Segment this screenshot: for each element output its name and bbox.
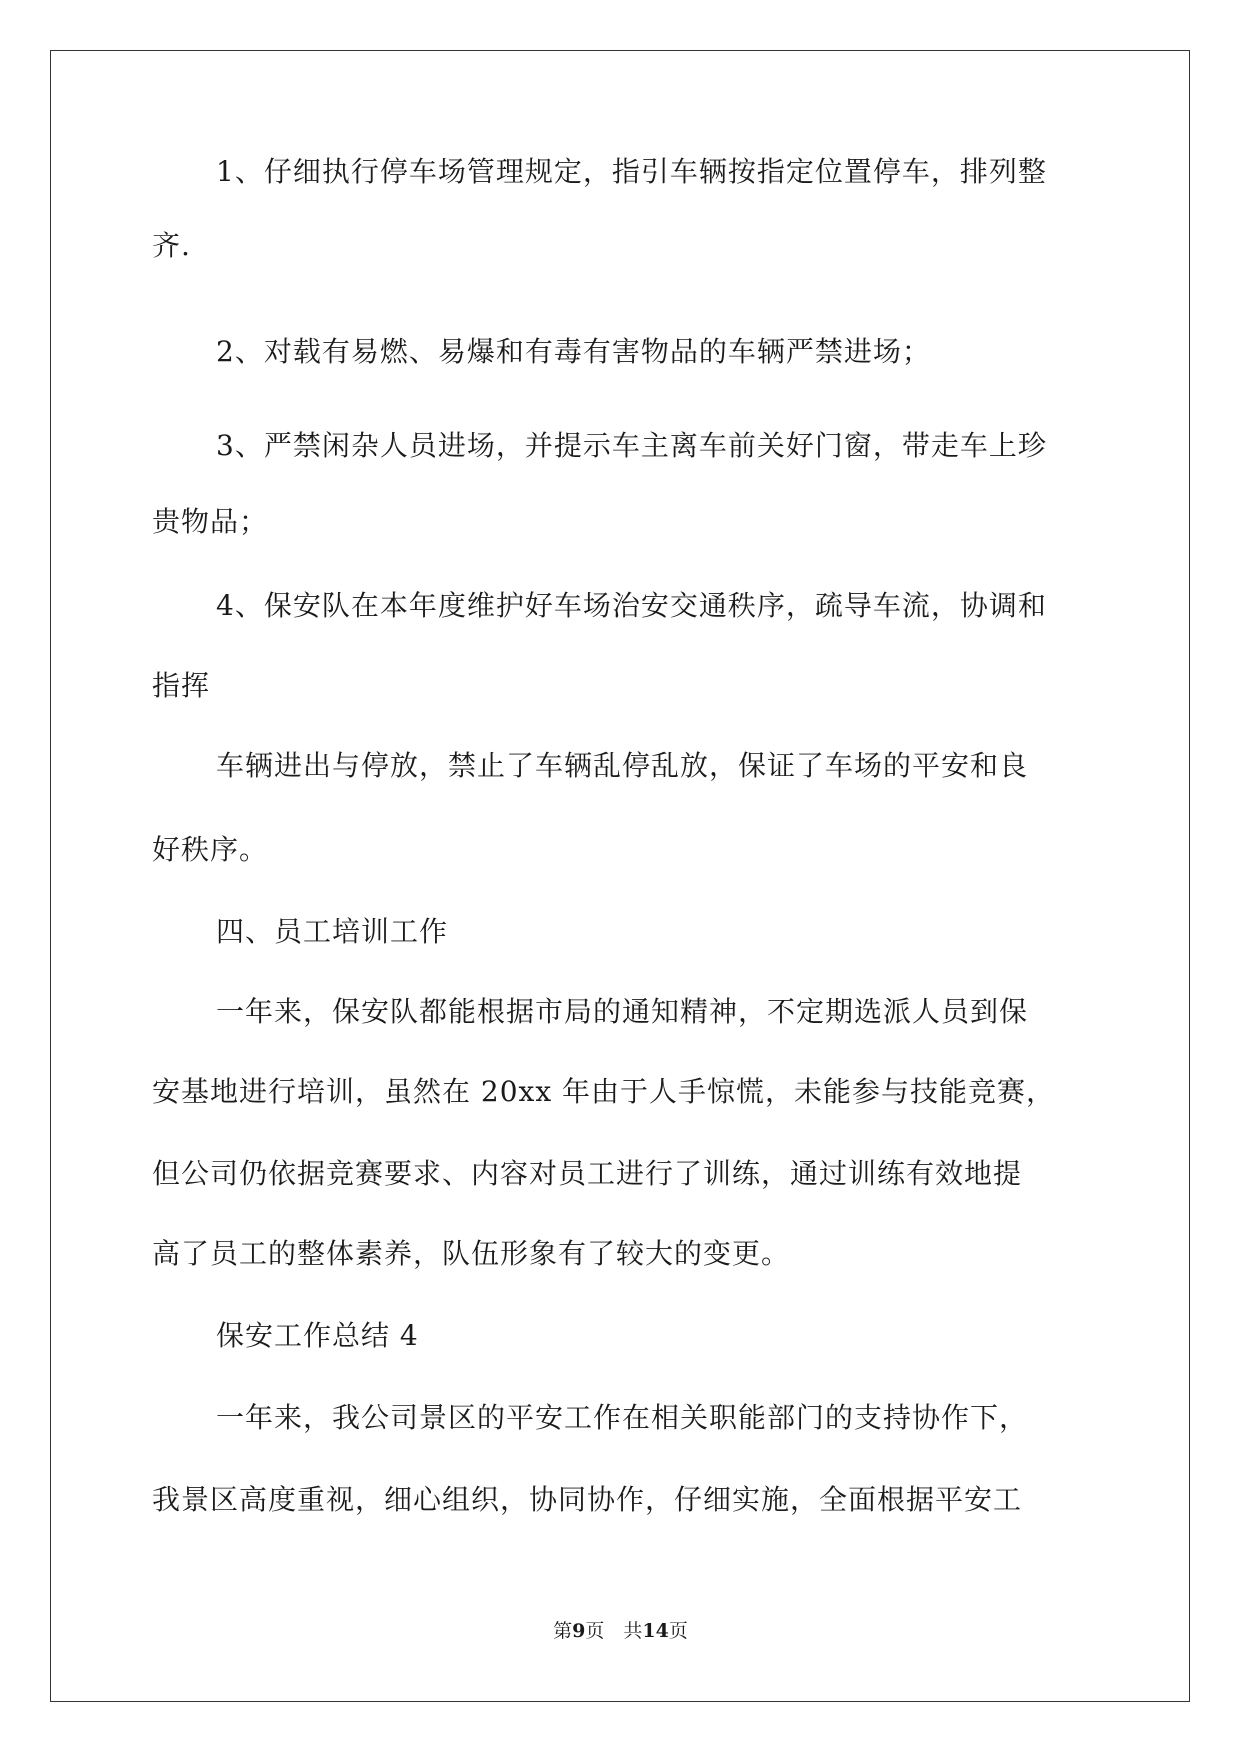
footer-suffix: 页 (668, 1620, 688, 1642)
body-line: 车辆进出与停放，禁止了车辆乱停乱放，保证了车场的平安和良 (216, 749, 1029, 782)
footer-mid: 页 共 (585, 1620, 643, 1642)
body-line: 1、仔细执行停车场管理规定，指引车辆按指定位置停车，排列整 (216, 155, 1047, 188)
body-line: 3、严禁闲杂人员进场，并提示车主离车前关好门窗，带走车上珍 (216, 429, 1047, 462)
body-line: 4、保安队在本年度维护好车场治安交通秩序，疏导车流，协调和 (216, 589, 1047, 622)
body-line: 一年来，我公司景区的平安工作在相关职能部门的支持协作下， (216, 1401, 1029, 1434)
body-line: 好秩序。 (152, 833, 269, 866)
body-line: 一年来，保安队都能根据市局的通知精神，不定期选派人员到保 (216, 995, 1029, 1028)
footer-prefix: 第 (553, 1620, 573, 1642)
body-line: 贵物品； (152, 505, 269, 538)
body-line: 指挥 (152, 669, 211, 702)
body-line: 高了员工的整体素养，队伍形象有了较大的变更。 (152, 1237, 791, 1270)
section-heading: 保安工作总结 4 (216, 1319, 419, 1352)
body-line: 我景区高度重视，细心组织，协同协作，仔细实施，全面根据平安工 (152, 1483, 1023, 1516)
body-line: 齐. (152, 229, 191, 262)
page-number-footer (0, 1622, 1241, 1641)
page-border (50, 50, 1190, 1702)
total-page-number: 14 (642, 1620, 669, 1642)
section-heading: 四、员工培训工作 (216, 915, 449, 948)
body-line: 但公司仍依据竞赛要求、内容对员工进行了训练，通过训练有效地提 (152, 1157, 1023, 1190)
current-page-number: 9 (572, 1620, 586, 1642)
body-line: 安基地进行培训，虽然在 20xx 年由于人手惊慌，未能参与技能竞赛， (152, 1075, 1056, 1108)
body-line: 2、对载有易燃、易爆和有毒有害物品的车辆严禁进场； (216, 335, 931, 368)
